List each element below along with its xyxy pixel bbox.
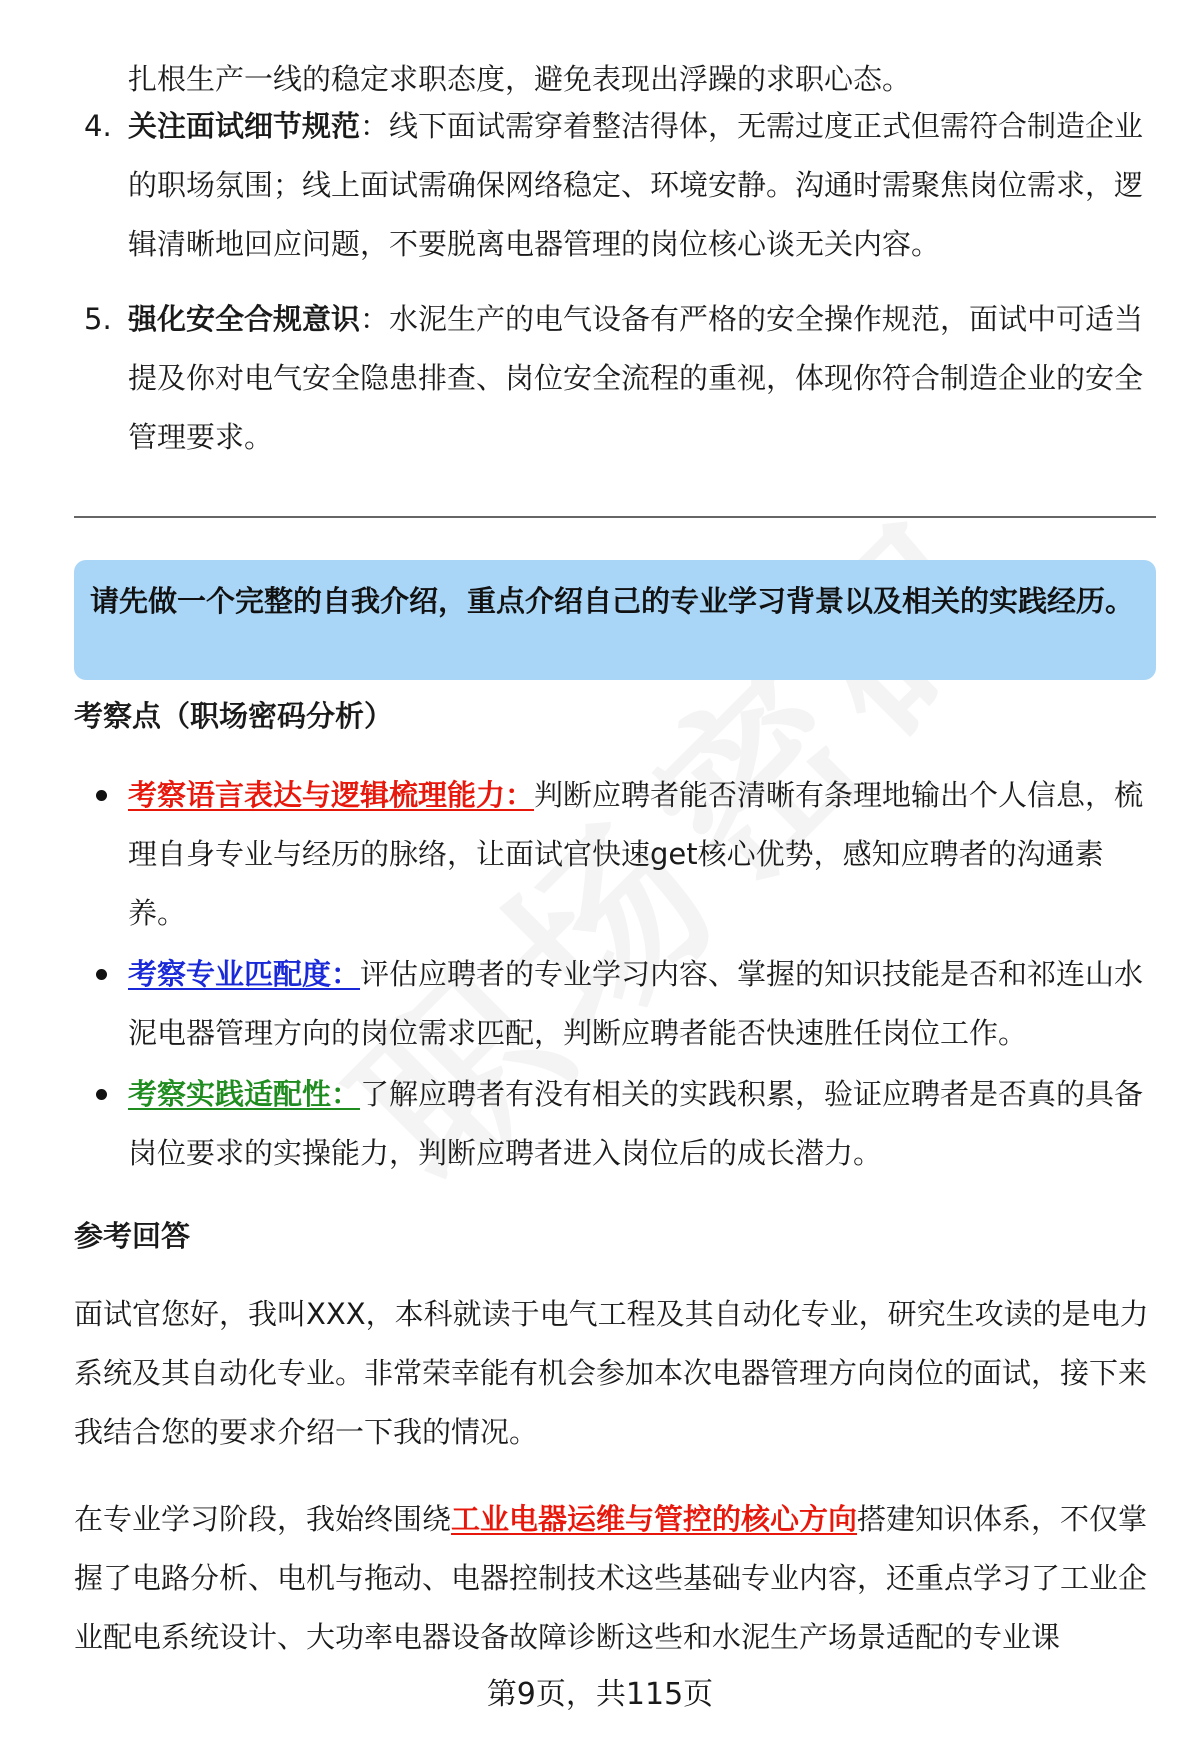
paragraph-text: 搭建知识体系，不仅掌握了电路分析、电机与拖动、电器控制技术这些基础专业内容，还重点学习了工业企业配电系统设计、大功率电器设备故障诊断这些和水泥生产场景适配的专业课: [74, 1502, 1148, 1654]
question-text: 请先做一个完整的自我介绍，重点介绍自己的专业学习背景以及相关的实践经历。: [90, 584, 1135, 618]
bullet-icon: [96, 969, 107, 980]
paragraph-text: 在专业学习阶段，我始终围绕: [74, 1502, 452, 1536]
list-item-title: 强化安全合规意识: [128, 302, 361, 336]
answer-paragraph: 面试官您好，我叫XXX，本科就读于电气工程及其自动化专业，研究生攻读的是电力系统及其自动化专业。非常荣幸能有机会参加本次电器管理方向岗位的面试，接下来我结合您的要求介绍一下我的情况。: [74, 1297, 1149, 1449]
highlight-text: 工业电器运维与管控的核心方向: [451, 1502, 858, 1536]
list-item: [84, 290, 1150, 467]
list-item-text: 扎根生产一线的稳定求职态度，避免表现出浮躁的求职心态。: [128, 62, 912, 96]
points-heading: 考察点（职场密码分析）: [74, 699, 394, 733]
point-text: 了解应聘者有没有相关的实践积累，验证应聘者是否真的具备岗位要求的实操能力，判断应聘者进入岗位后的成长潜力。: [128, 1077, 1144, 1170]
bullet-item: [96, 766, 1150, 943]
answer-paragraph: [74, 1490, 1156, 1667]
list-number: 4.: [84, 109, 112, 143]
list-item-text: ：水泥生产的电气设备有严格的安全操作规范，面试中可适当提及你对电气安全隐患排查、岗位安全流程的重视，体现你符合制造企业的安全管理要求。: [128, 302, 1144, 454]
question-box: [74, 560, 1156, 680]
page-number: 第9页，共115页: [486, 1677, 714, 1712]
point-text: 评估应聘者的专业学习内容、掌握的知识技能是否和祁连山水泥电器管理方向的岗位需求匹配，判断应聘者能否快速胜任岗位工作。: [128, 957, 1144, 1050]
bullet-icon: [96, 1089, 107, 1100]
point-text: 判断应聘者能否清晰有条理地输出个人信息，梳理自身专业与经历的脉络，让面试官快速get核心优势，感知应聘者的沟通素养。: [128, 778, 1144, 930]
list-item-text: ：线下面试需穿着整洁得体，无需过度正式但需符合制造企业的职场氛围；线上面试需确保网络稳定、环境安静。沟通时需聚焦岗位需求，逻辑清晰地回应问题，不要脱离电器管理的岗位核心谈无关内容。: [128, 109, 1144, 261]
list-item-title: 关注面试细节规范: [128, 109, 361, 143]
point-label: 考察语言表达与逻辑梳理能力：: [128, 778, 535, 812]
bullet-item: [96, 1065, 1150, 1183]
list-number: 5.: [84, 302, 112, 336]
point-label: 考察实践适配性：: [128, 1077, 361, 1111]
list-item: [84, 97, 1150, 274]
bullet-item: [96, 945, 1150, 1063]
section-divider: [74, 516, 1156, 518]
point-label: 考察专业匹配度：: [128, 957, 361, 991]
answer-heading: 参考回答: [74, 1219, 191, 1253]
bullet-icon: [96, 790, 107, 801]
